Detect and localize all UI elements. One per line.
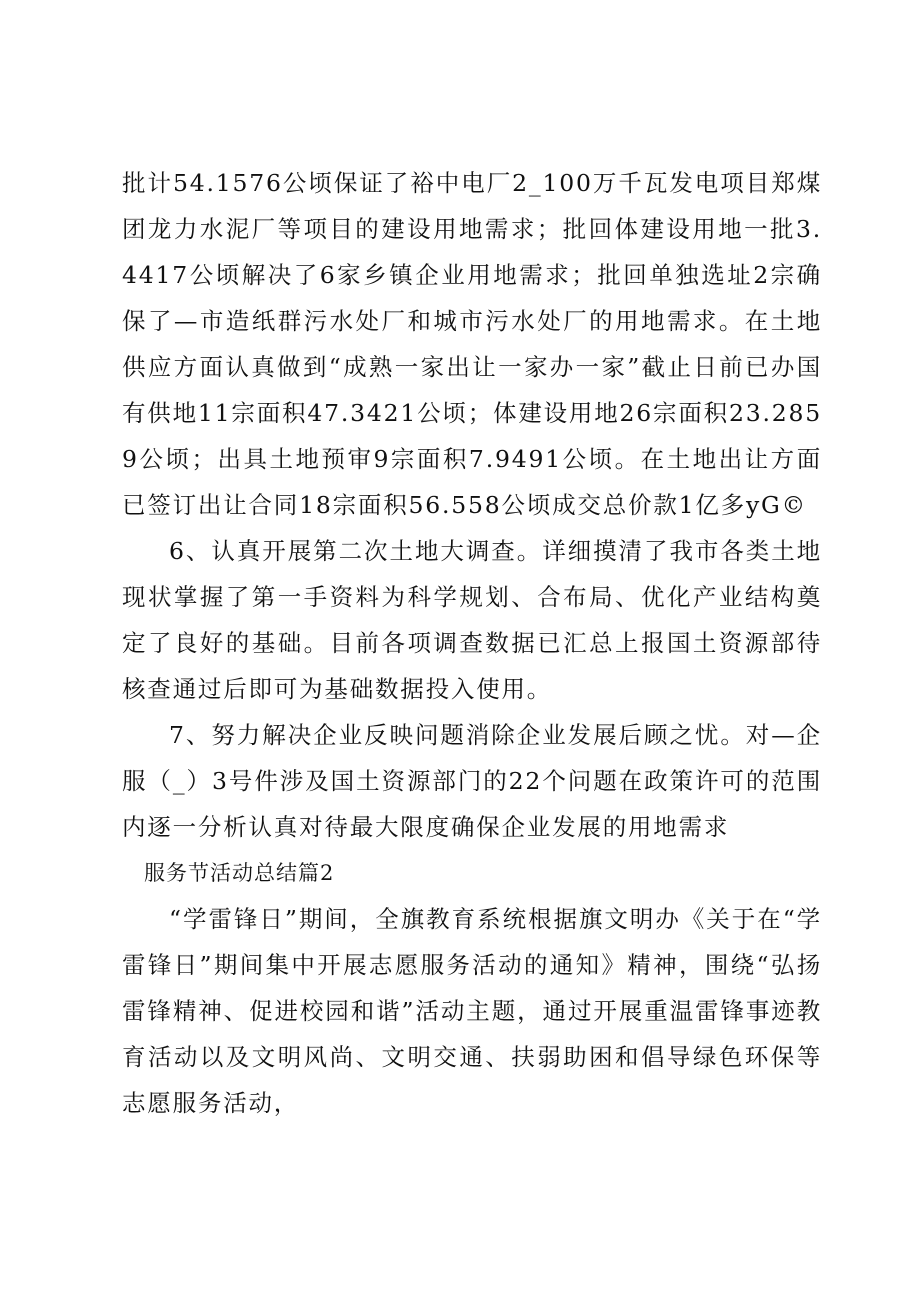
paragraph-lei-feng-day: “学雷锋日”期间，全旗教育系统根据旗文明办《关于在“学雷锋日”期间集中开展志愿服务活动的通知》精神，围绕“弘扬雷锋精神、促进校园和谐”活动主题，通过开展重温雷锋事迹教育活动以及文明风尚、文明交通、扶弱助困和倡导绿色环保等志愿服务活动， — [122, 905, 822, 1117]
paragraph-land-approval: 批计54.1576公顷保证了裕中电厂2_100万千瓦发电项目郑煤团龙力水泥厂等项目的建设用地需求；批回体建设用地一批3.4417公顷解决了6家乡镇企业用地需求；批回单独选址2宗确保了—市造纸群污水处厂和城市污水处厂的用地需求。在土地供应方面认真做到“成熟一家出让一家办一家”截止日前已办国有供地11宗面积47.3421公顷；体建设用地26宗面积23.2859公顷；出具土地预审9宗面积7.9491公顷。在土地出让方面已签订出让合同18宗面积56.558公顷成交总价款1亿多yG© — [122, 169, 822, 519]
paragraph-enterprise-issues: 7、努力解决企业反映问题消除企业发展后顾之忧。对—企服（_）3号件涉及国土资源部门的22个问题在政策许可的范围内逐一分析认真对待最大限度确保企业发展的用地需求 — [122, 721, 822, 841]
section-heading: 服务节活动总结篇2 — [144, 861, 335, 885]
paragraph-land-survey: 6、认真开展第二次土地大调查。详细摸清了我市各类土地现状掌握了第一手资料为科学规划、合布局、优化产业结构奠定了良好的基础。目前各项调查数据已汇总上报国土资源部待核查通过后即可为基础数据投入使用。 — [122, 537, 822, 703]
document-body — [122, 160, 822, 1126]
